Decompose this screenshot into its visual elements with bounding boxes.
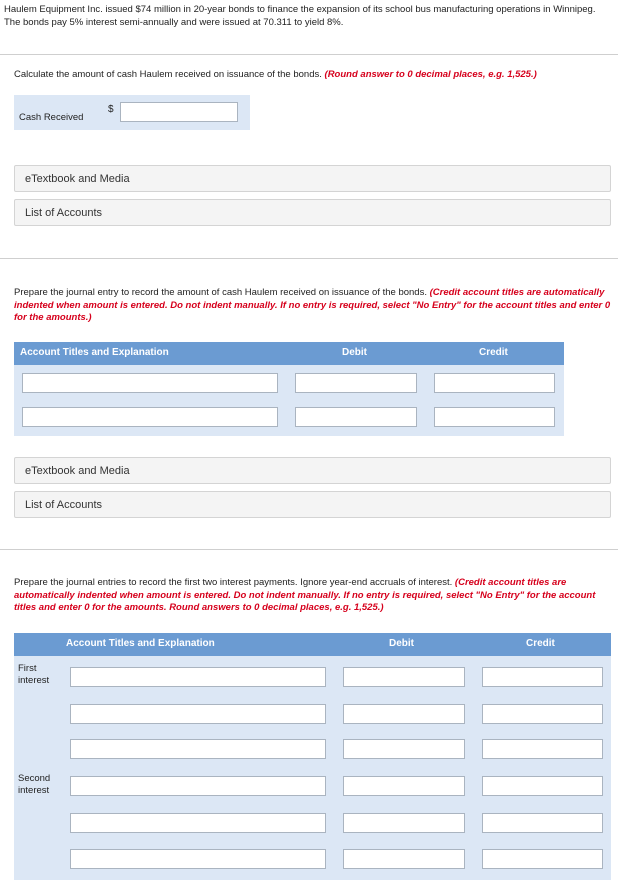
part2-question [14,287,614,325]
part2-question-text: Prepare the journal entry to record the amount of cash Haulem received on issuance of the bonds. [14,287,427,298]
account-title-input[interactable] [70,849,326,869]
credit-input[interactable] [482,813,603,833]
table-header [14,633,611,656]
accounts-label: List of Accounts [25,207,103,219]
table-header [14,342,564,365]
second-interest-label: Second interest [18,773,51,796]
header-debit: Debit [342,347,367,358]
credit-input[interactable] [434,373,555,393]
part1-question [14,69,614,82]
debit-input[interactable] [343,667,465,687]
problem-intro: Haulem Equipment Inc. issued $74 million in 20-year bonds to finance the expansion of its school bus manufacturing operations in Winnipeg. The bonds pay 5% interest semi-annually and were issued at 70.311 to yield 8%. [4,4,596,28]
part1-question-text: Calculate the amount of cash Haulem received on issuance of the bonds. [14,69,322,80]
header-credit: Credit [479,347,508,358]
credit-input[interactable] [482,739,603,759]
etextbook-label: eTextbook and Media [25,465,130,477]
list-of-accounts-button-2[interactable] [14,491,611,518]
debit-input[interactable] [343,849,465,869]
header-credit: Credit [526,638,555,649]
part1-note: (Round answer to 0 decimal places, e.g. 1,525.) [324,69,537,80]
dollar-sign: $ [108,104,114,115]
debit-input[interactable] [343,776,465,796]
part3-question-text: Prepare the journal entries to record the first two interest payments. Ignore year-end accruals of interest. [14,577,453,588]
header-account: Account Titles and Explanation [20,347,169,358]
cash-received-input[interactable] [120,102,238,122]
account-title-input[interactable] [70,776,326,796]
credit-input[interactable] [482,704,603,724]
account-title-input[interactable] [70,704,326,724]
first-interest-group [14,656,611,768]
table-body [14,365,564,436]
divider [0,54,618,55]
header-account: Account Titles and Explanation [66,638,215,649]
credit-input[interactable] [434,407,555,427]
header-debit: Debit [389,638,414,649]
credit-input[interactable] [482,849,603,869]
debit-input[interactable] [343,813,465,833]
account-title-input[interactable] [70,667,326,687]
part3-note: (Credit account titles are automatically indented when amount is entered. Do not indent manually. If no entry is required, select "No Entry" for the account titles and enter 0 for the amounts. Round answers to 0 decimal places, e.g. 1,525.) [14,577,596,613]
account-title-input[interactable] [70,739,326,759]
first-interest-label: First interest [18,663,50,686]
debit-input[interactable] [295,407,417,427]
cash-received-label: Cash Received [19,112,84,123]
debit-input[interactable] [343,704,465,724]
accounts-label: List of Accounts [25,499,103,511]
etextbook-media-button-1[interactable] [14,165,611,192]
credit-input[interactable] [482,776,603,796]
account-title-input[interactable] [22,373,278,393]
debit-input[interactable] [295,373,417,393]
debit-input[interactable] [343,739,465,759]
account-title-input[interactable] [70,813,326,833]
part3-question [14,577,614,615]
etextbook-media-button-2[interactable] [14,457,611,484]
list-of-accounts-button-1[interactable] [14,199,611,226]
cash-received-panel [14,95,250,130]
divider [0,549,618,550]
account-title-input[interactable] [22,407,278,427]
etextbook-label: eTextbook and Media [25,173,130,185]
second-interest-group [14,768,611,880]
credit-input[interactable] [482,667,603,687]
part2-note: (Credit account titles are automatically indented when amount is entered. Do not indent manually. If no entry is required, select "No Entry" for the account titles and enter 0 for the amounts.) [14,287,611,323]
divider [0,258,618,259]
